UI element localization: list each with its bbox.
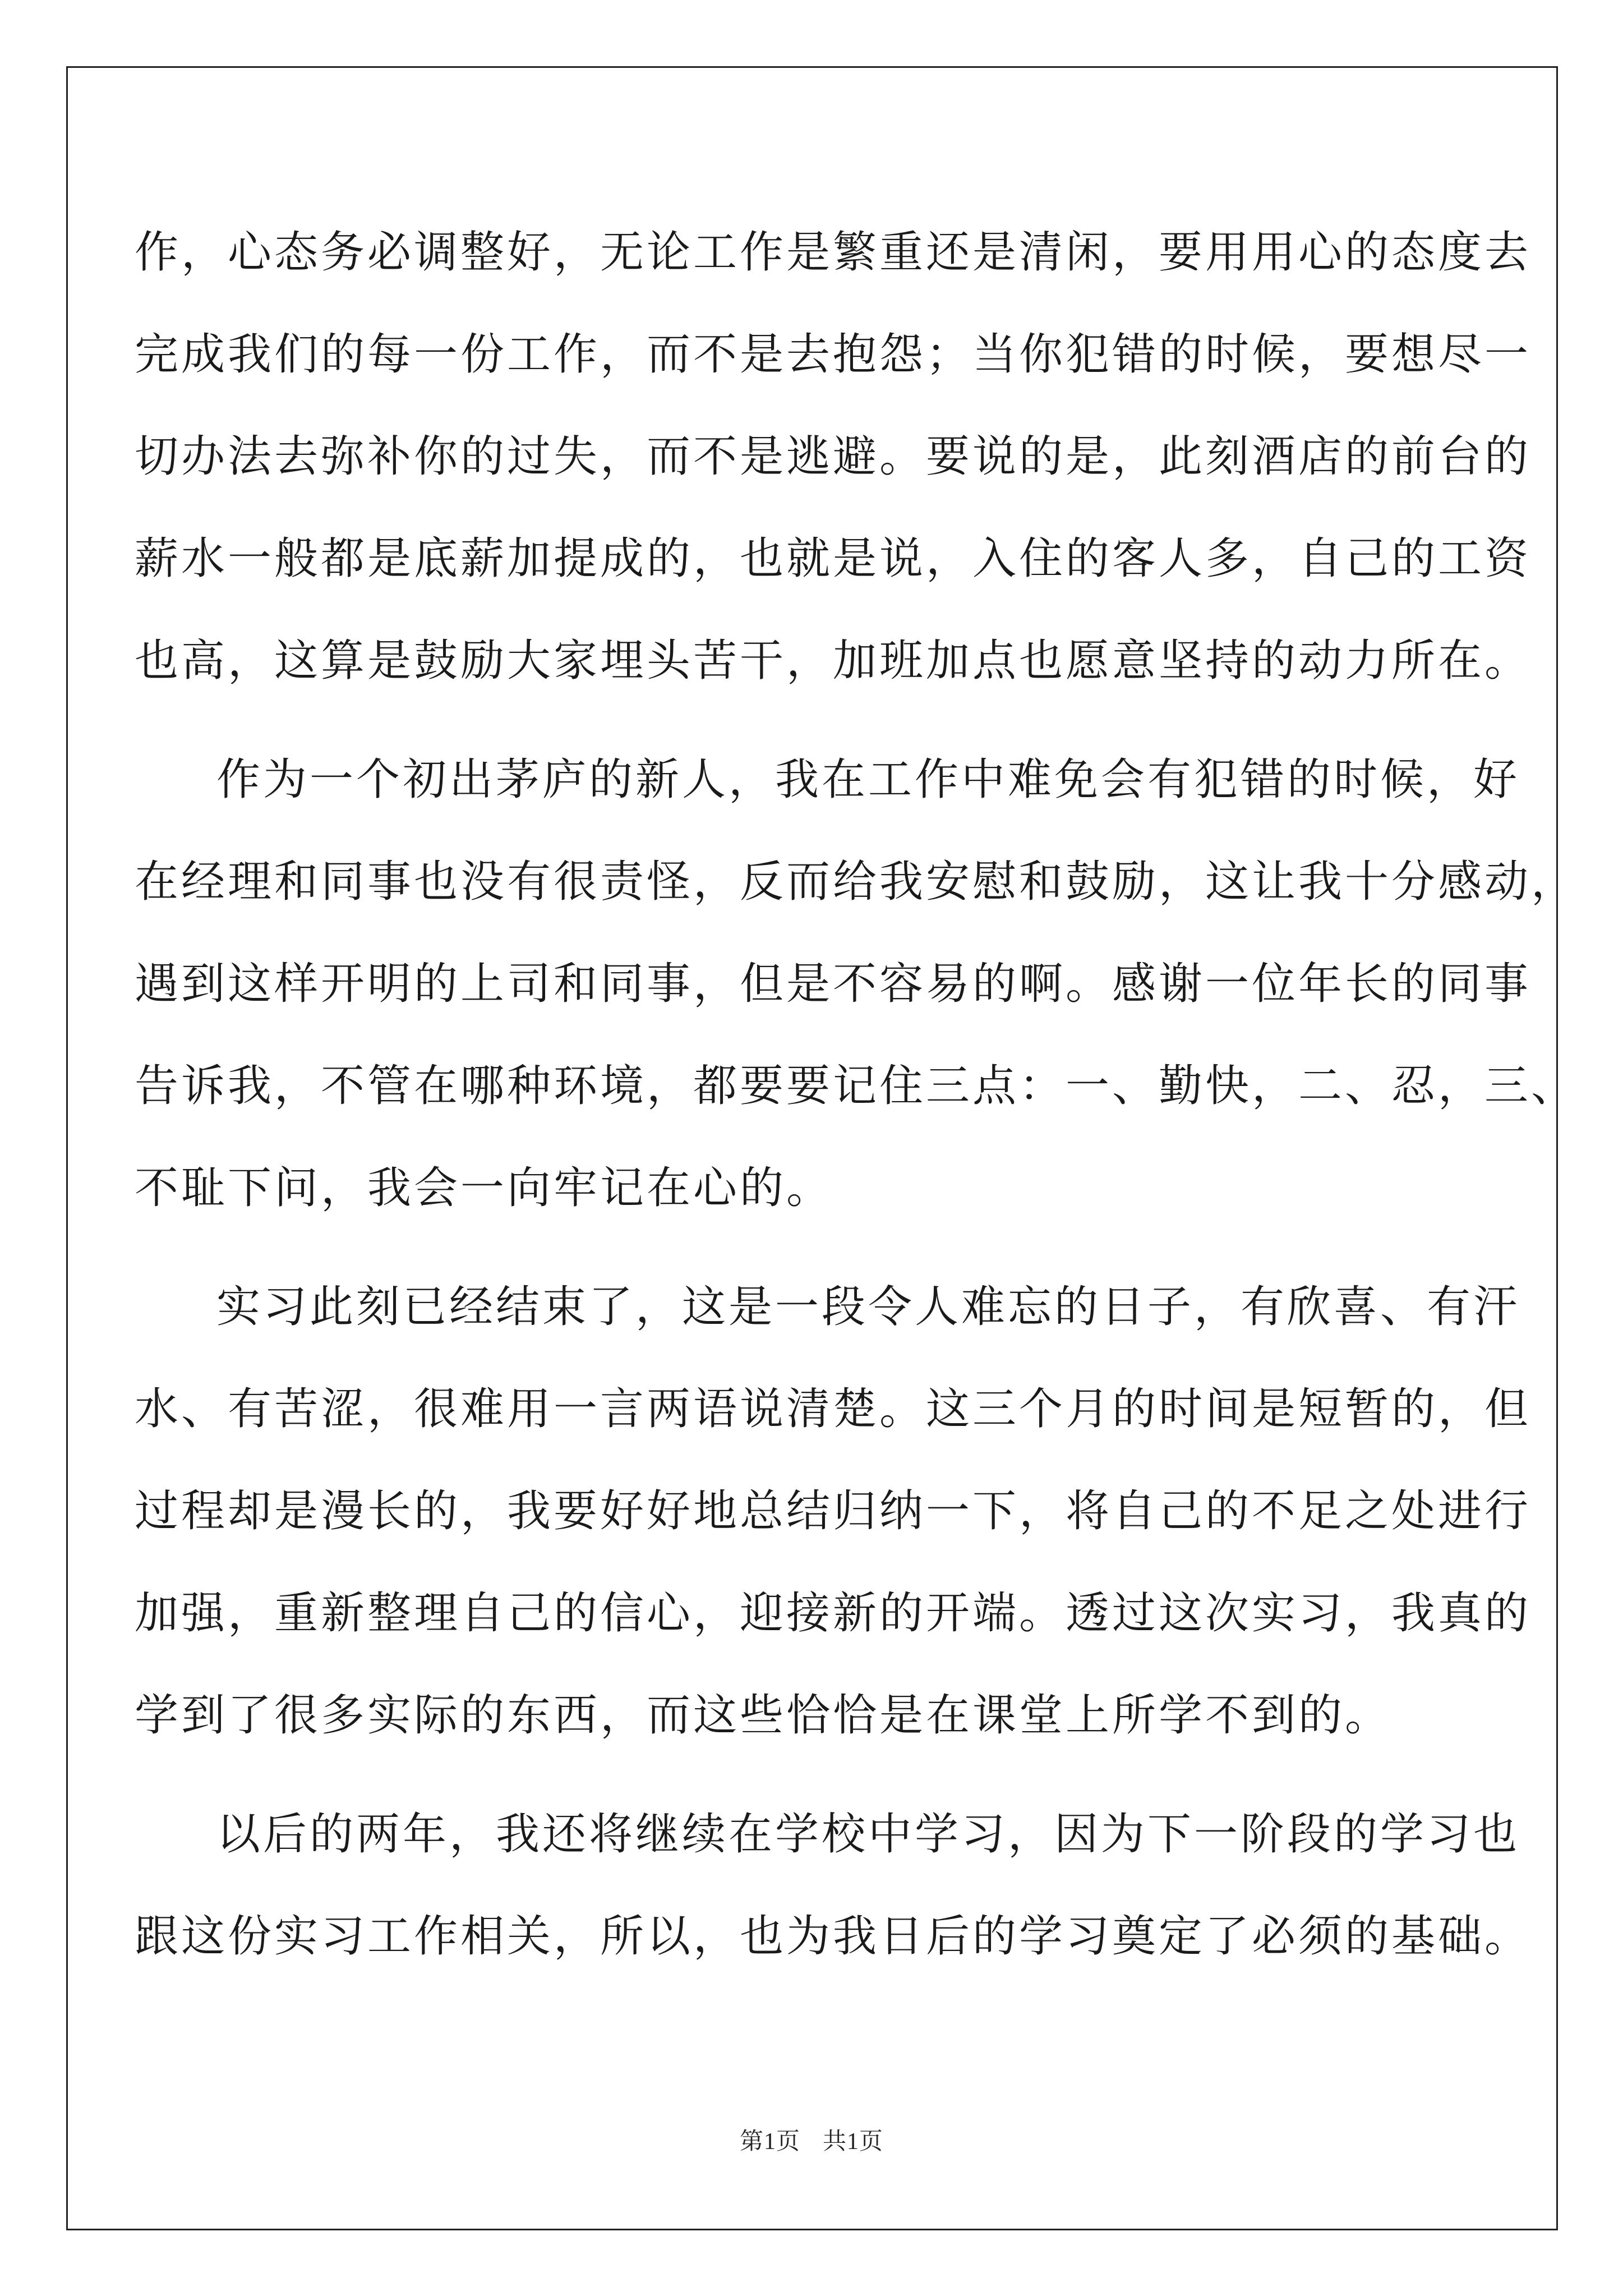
paragraph-start-line: 以后的两年，我还将继续在学校中学习，因为下一阶段的学习也 [216, 1809, 1520, 1860]
text-line: 切办法去弥补你的过失，而不是逃避。要说的是，此刻酒店的前台的 [135, 431, 1532, 482]
text-line: 完成我们的每一份工作，而不是去抱怨；当你犯错的时候，要想尽一 [135, 329, 1532, 380]
text-line: 跟这份实习工作相关，所以，也为我日后的学习奠定了必须的基础。 [135, 1911, 1532, 1962]
paragraph-start-line: 作为一个初出茅庐的新人，我在工作中难免会有犯错的时候，好 [216, 754, 1520, 805]
text-line: 作，心态务必调整好，无论工作是繁重还是清闲，要用用心的态度去 [135, 227, 1532, 278]
text-line: 学到了很多实际的东西，而这些恰恰是在课堂上所学不到的。 [135, 1690, 1392, 1741]
text-line: 在经理和同事也没有很责怪，反而给我安慰和鼓励，这让我十分感动， [135, 857, 1578, 907]
text-line: 水、有苦涩，很难用一言两语说清楚。这三个月的时间是短暂的，但 [135, 1384, 1532, 1434]
text-line: 也高，这算是鼓励大家埋头苦干，加班加点也愿意坚持的动力所在。 [135, 636, 1532, 686]
text-line: 过程却是漫长的，我要好好地总结归纳一下，将自己的不足之处进行 [135, 1486, 1532, 1536]
page-number: 第1页 [739, 2129, 800, 2155]
page-total: 共1页 [823, 2129, 884, 2155]
text-line: 不耻下问，我会一向牢记在心的。 [135, 1163, 833, 1213]
text-line: 遇到这样开明的上司和同事，但是不容易的啊。感谢一位年长的同事 [135, 959, 1532, 1009]
text-line: 告诉我，不管在哪种环境，都要要记住三点：一、勤快，二、忍，三、 [135, 1061, 1578, 1111]
page-footer [0, 2123, 1623, 2156]
paragraph-start-line: 实习此刻已经结束了，这是一段令人难忘的日子，有欣喜、有汗 [216, 1282, 1520, 1332]
text-line: 加强，重新整理自己的信心，迎接新的开端。透过这次实习，我真的 [135, 1588, 1532, 1639]
text-line: 薪水一般都是底薪加提成的，也就是说，入住的客人多，自己的工资 [135, 533, 1532, 584]
